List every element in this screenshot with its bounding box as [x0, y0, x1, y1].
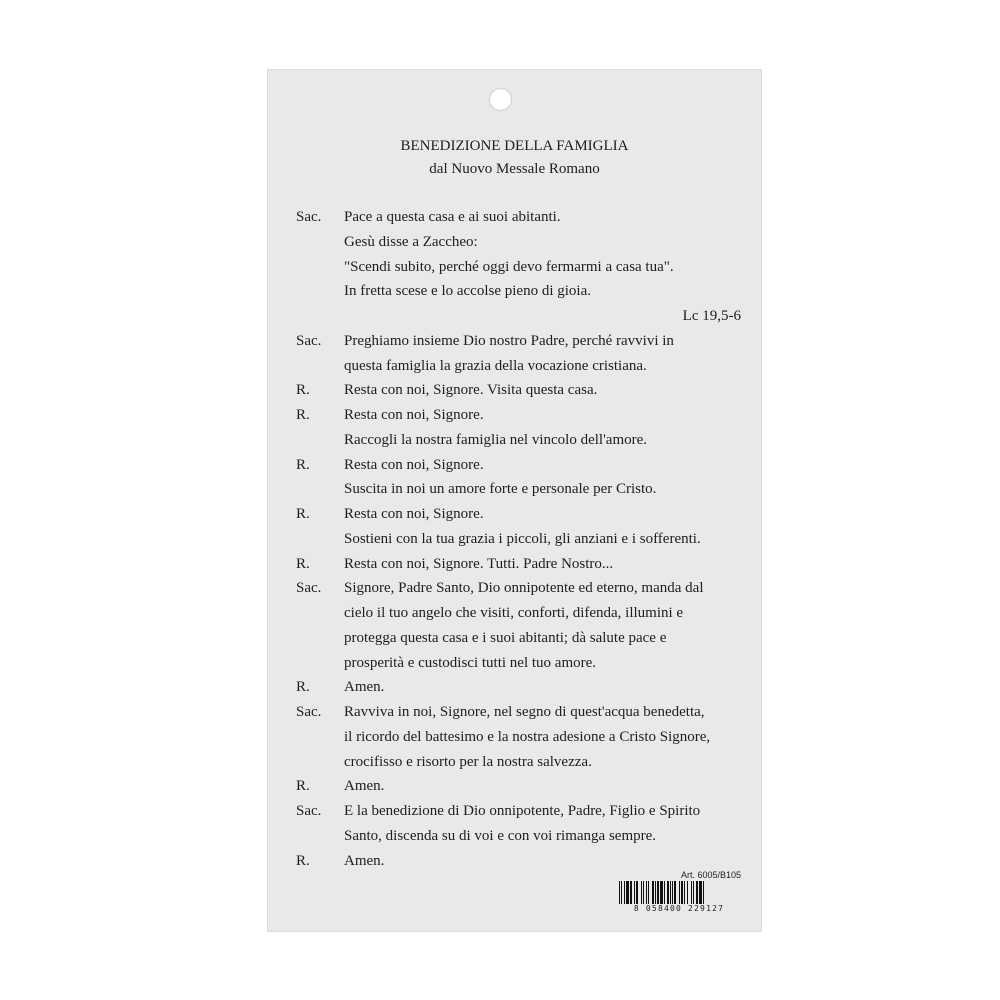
- prayer-line: [296, 799, 746, 824]
- prayer-line: [296, 477, 746, 502]
- barcode-bar: [693, 881, 694, 904]
- prayer-line: [296, 675, 746, 700]
- line-text: crocifisso e risorto per la nostra salvezza.: [344, 753, 592, 770]
- prayer-line: [296, 279, 746, 304]
- line-text: "Scendi subito, perché oggi devo fermarmi a casa tua".: [344, 258, 674, 275]
- scripture-reference: Lc 19,5-6: [682, 308, 741, 324]
- article-code: Art. 6005/B105: [680, 870, 741, 880]
- barcode-bar: [667, 881, 669, 904]
- prayer-line: [296, 453, 746, 478]
- line-text: Resta con noi, Signore.: [344, 506, 484, 522]
- line-text: Amen.: [344, 679, 385, 696]
- barcode-bar: [684, 881, 685, 904]
- barcode-bar: [626, 881, 629, 904]
- prayer-line: [296, 750, 746, 775]
- barcode-bar: [643, 881, 644, 904]
- prayer-line: [296, 502, 746, 527]
- barcode-bar: [703, 881, 704, 904]
- barcode-bar: [624, 881, 625, 904]
- prayer-line: [296, 304, 746, 329]
- card-subtitle: dal Nuovo Messale Romano: [429, 161, 600, 177]
- line-text: Amen.: [344, 852, 385, 869]
- line-text: il ricordo del battesimo e la nostra adesione a Cristo Signore,: [344, 728, 711, 745]
- barcode-bar: [687, 881, 688, 904]
- speaker-label: R.: [296, 407, 310, 423]
- speaker-label: R.: [296, 778, 310, 795]
- prayer-card: [267, 69, 762, 932]
- barcode-bar: [691, 881, 692, 904]
- barcode-bar: [672, 881, 673, 904]
- line-text: Signore, Padre Santo, Dio onnipotente ed eterno, manda dal: [344, 580, 704, 597]
- speaker-label: Sac.: [296, 332, 322, 349]
- speaker-label: Sac.: [296, 580, 322, 597]
- prayer-line: [296, 230, 746, 255]
- line-text: Amen.: [344, 778, 385, 795]
- barcode-bar: [648, 881, 649, 904]
- prayer-line: [296, 576, 746, 601]
- barcode-bar: [630, 881, 632, 904]
- prayer-line: [296, 774, 746, 799]
- line-text: Resta con noi, Signore. Tutti. Padre Nostro...: [344, 555, 614, 572]
- line-text: Santo, discenda su di voi e con voi rimanga sempre.: [344, 827, 657, 844]
- prayer-line: [296, 651, 746, 676]
- prayer-line: [296, 725, 746, 750]
- barcode-number: 8 058400 229127: [633, 904, 725, 913]
- prayer-line: [296, 700, 746, 725]
- speaker-label: Sac.: [296, 209, 322, 225]
- speaker-label: R.: [296, 555, 310, 572]
- line-text: protegga questa casa e i suoi abitanti; dà salute pace e: [344, 629, 667, 646]
- line-text: Sostieni con la tua grazia i piccoli, gli anziani e i sofferenti.: [344, 530, 701, 547]
- line-text: Resta con noi, Signore.: [344, 407, 484, 423]
- speaker-label: R.: [296, 382, 310, 399]
- line-text: Pace a questa casa e ai suoi abitanti.: [344, 209, 561, 225]
- prayer-line: [296, 824, 746, 849]
- barcode-bar: [657, 881, 659, 904]
- line-text: Ravviva in noi, Signore, nel segno di quest'acqua benedetta,: [344, 704, 705, 720]
- speaker-label: Sac.: [296, 704, 322, 720]
- prayer-line: [296, 378, 746, 403]
- barcode-bars: [617, 881, 741, 904]
- barcode-bar: [670, 881, 671, 904]
- line-text: Suscita in noi un amore forte e personale per Cristo.: [344, 481, 657, 498]
- line-text: Raccogli la nostra famiglia nel vincolo dell'amore.: [344, 431, 648, 448]
- prayer-line: [296, 601, 746, 626]
- prayer-line: [296, 552, 746, 577]
- barcode-bar: [652, 881, 654, 904]
- barcode-bar: [634, 881, 635, 904]
- barcode-bar: [636, 881, 638, 904]
- barcode-bar: [674, 881, 676, 904]
- barcode-bar: [679, 881, 680, 904]
- barcode-bar: [681, 881, 683, 904]
- prayer-line: [296, 354, 746, 379]
- prayer-line: [296, 527, 746, 552]
- prayer-line: [296, 403, 746, 428]
- speaker-label: R.: [296, 456, 310, 473]
- barcode-bar: [619, 881, 620, 904]
- line-text: Resta con noi, Signore. Visita questa casa.: [344, 382, 598, 399]
- speaker-label: R.: [296, 506, 310, 522]
- line-text: prosperità e custodisci tutti nel tuo amore.: [344, 654, 597, 671]
- barcode-bar: [641, 881, 642, 904]
- prayer-line: [296, 255, 746, 280]
- barcode-bar: [646, 881, 647, 904]
- barcode-bar: [696, 881, 698, 904]
- line-text: questa famiglia la grazia della vocazione cristiana.: [344, 357, 647, 374]
- prayer-line: [296, 329, 746, 354]
- line-text: Resta con noi, Signore.: [344, 456, 484, 473]
- barcode-block: [617, 870, 741, 914]
- speaker-label: R.: [296, 852, 310, 869]
- speaker-label: R.: [296, 679, 310, 696]
- barcode-bar: [660, 881, 663, 904]
- card-title: BENEDIZIONE DELLA FAMIGLIA: [400, 138, 629, 154]
- prayer-text: [296, 205, 746, 873]
- barcode-bar: [699, 881, 702, 904]
- line-text: In fretta scese e lo accolse pieno di gioia.: [344, 283, 591, 300]
- line-text: Gesù disse a Zaccheo:: [344, 233, 478, 250]
- hang-hole: [489, 88, 512, 111]
- barcode-bar: [664, 881, 665, 904]
- line-text: E la benedizione di Dio onnipotente, Padre, Figlio e Spirito: [344, 803, 701, 819]
- barcode-bar: [621, 881, 622, 904]
- prayer-line: [296, 626, 746, 651]
- speaker-label: Sac.: [296, 803, 322, 819]
- barcode-bar: [655, 881, 656, 904]
- line-text: cielo il tuo angelo che visiti, conforti, difenda, illumini e: [344, 605, 684, 621]
- prayer-line: [296, 205, 746, 230]
- prayer-line: [296, 428, 746, 453]
- line-text: Preghiamo insieme Dio nostro Padre, perché ravvivi in: [344, 332, 674, 349]
